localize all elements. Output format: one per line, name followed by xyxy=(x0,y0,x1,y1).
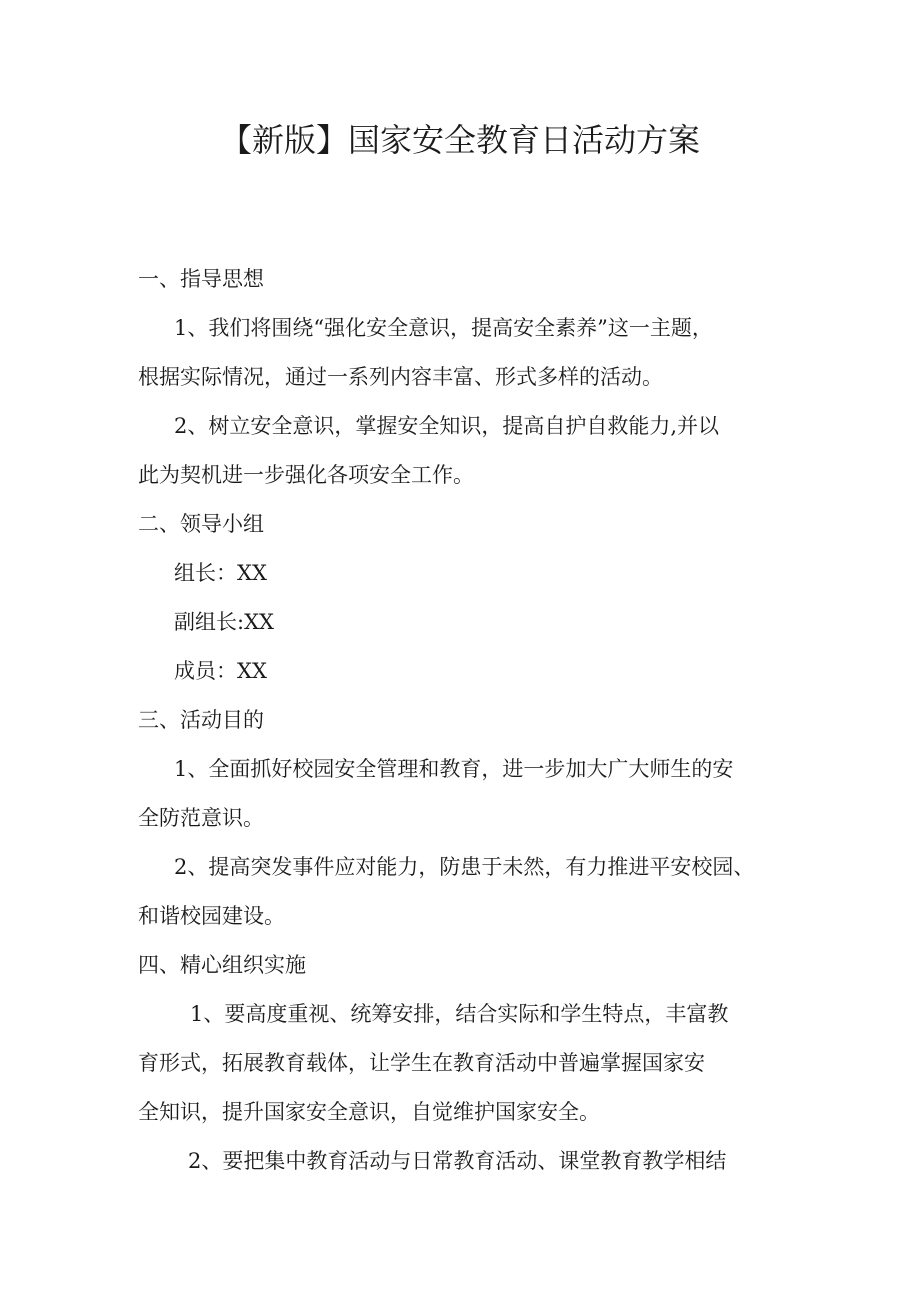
paragraph-line: 1、要高度重视、统筹安排，结合实际和学生特点，丰富教 xyxy=(190,1002,729,1026)
paragraph-line: 根据实际情况，通过一系列内容丰富、形式多样的活动。 xyxy=(138,365,663,389)
deputy-leader-line: 副组长:XX xyxy=(174,610,274,634)
section-heading-implementation: 四、精心组织实施 xyxy=(138,953,306,977)
paragraph-line: 育形式，拓展教育载体，让学生在教育活动中普遍掌握国家安 xyxy=(138,1051,705,1075)
paragraph-line: 1、全面抓好校园安全管理和教育，进一步加大广大师生的安 xyxy=(174,757,734,781)
document-title: 【新版】国家安全教育日活动方案 xyxy=(219,121,700,159)
paragraph-line: 此为契机进一步强化各项安全工作。 xyxy=(138,463,474,487)
paragraph-line: 全防范意识。 xyxy=(138,806,264,830)
group-leader-line: 组长：XX xyxy=(174,561,267,585)
paragraph-line: 2、提高突发事件应对能力，防患于未然，有力推进平安校园、 xyxy=(174,855,755,879)
section-heading-guiding-ideology: 一、指导思想 xyxy=(138,267,264,291)
section-heading-activity-purpose: 三、活动目的 xyxy=(138,708,264,732)
paragraph-line: 2、树立安全意识，掌握安全知识，提高自护自救能力,并以 xyxy=(174,414,720,438)
paragraph-line: 和谐校园建设。 xyxy=(138,904,285,928)
members-line: 成员：XX xyxy=(174,659,267,683)
paragraph-line: 2、要把集中教育活动与日常教育活动、课堂教育教学相结 xyxy=(188,1149,727,1173)
paragraph-line: 全知识，提升国家安全意识，自觉维护国家安全。 xyxy=(138,1100,600,1124)
paragraph-line: 1、我们将围绕“强化安全意识，提高安全素养”这一主题， xyxy=(174,316,713,340)
section-heading-leadership-group: 二、领导小组 xyxy=(138,512,264,536)
